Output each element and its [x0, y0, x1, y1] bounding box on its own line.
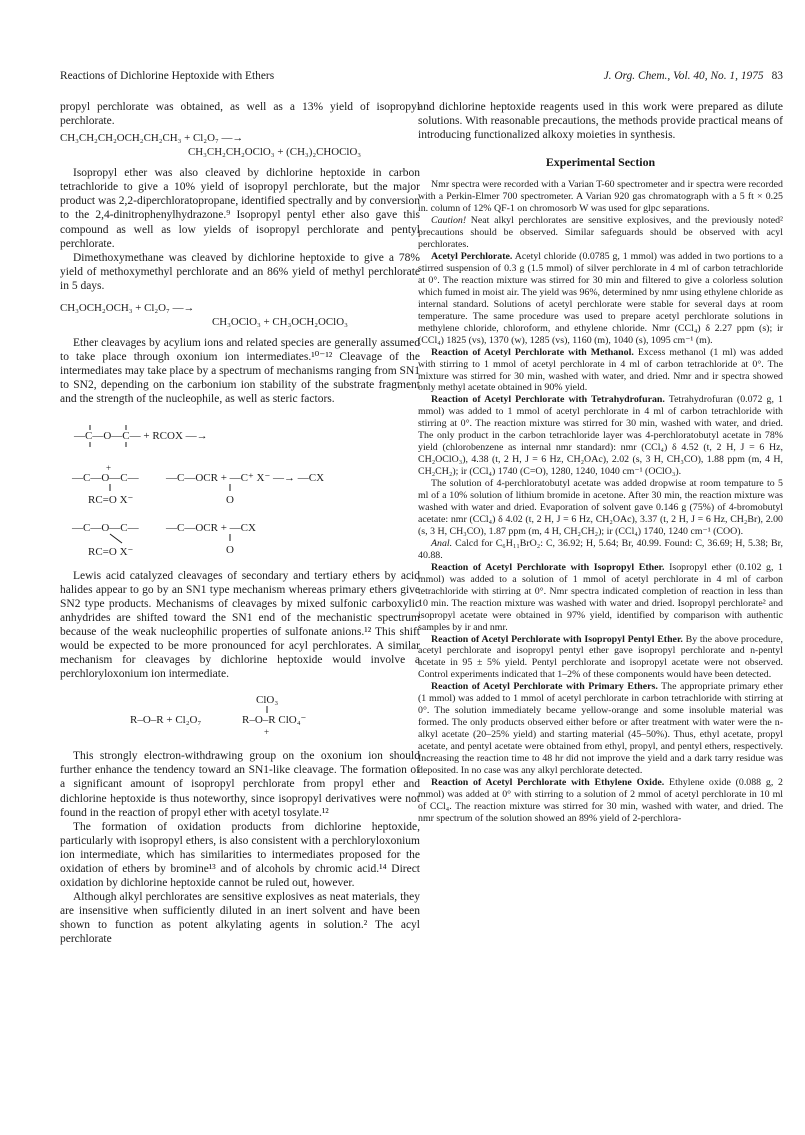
scheme-row1: —C—O—C— + RCOX —→ [74, 429, 208, 442]
journal-citation: J. Org. Chem., Vol. 40, No. 1, 1975 [603, 70, 764, 82]
paragraph-text: Excess methanol (1 ml) was added with stirring to 1 mmol of acetyl perchlorate in 4 ml of carbon tetrachloride at 0°. The mixture was stirred for 30 min, washed with water, and dried. Nmr and ir spectra showed only methyl acetate obtained in 90% yield. [418, 346, 784, 394]
run-in-heading: Reaction of Acetyl Perchlorate with Ethylene Oxide. [431, 776, 665, 788]
left-column [60, 100, 420, 947]
paragraph-text: Ethylene oxide (0.088 g, 2 mmol) was added at 0° with stirring to a solution of 2 mmol of acetyl perchlorate in 10 ml of CCl₄. The reaction mixture was stirred for 30 min, washed with water, and dried. The nmr spectrum of the solution showed an 89% yield of 2-perchlora- [418, 776, 783, 824]
anal-label: Anal. [431, 537, 453, 549]
scheme-row3-products: —C—OCR + —CX [166, 521, 256, 534]
paragraph-oxidation-products: The formation of oxidation products from dichlorine heptoxide, particularly with isopropyl ethers, is also consistent with a perchloryloxonium ion intermediate, which has similarities to intermediates proposed for the oxidation of ethers by bromine¹³ and of alcohols by chromic acid.¹⁴ Direct oxidation by dichlorine heptoxide cannot be ruled out, however. [60, 820, 420, 890]
paragraph-acylium-cleavage: Ether cleavages by acylium ions and related species are generally assumed to take place through oxonium ion intermediates.¹⁰⁻¹² Cleavage of the intermediates may take place by a spectrum of mechanisms ranging from SN1 to SN2, depending on the carbonium ion stability of the substrate fragment and the strength of the nucleophile, as well as steric factors. [60, 337, 420, 406]
paragraph-instruments: Nmr spectra were recorded with a Varian T-60 spectrometer and ir spectra were recorded with a Perkin-Elmer 700 spectrometer. A Varian 920 gas chromatograph with a 5 ft × 0.25 in. column of 12% QF-1 on chromosorb W was used for glpc separations. [418, 179, 783, 215]
run-in-heading: Reaction of Acetyl Perchlorate with Isopropyl Pentyl Ether. [431, 633, 683, 645]
run-in-heading: Acetyl Perchlorate. [431, 251, 513, 262]
scheme-row3-left: —C—O—C— [72, 521, 139, 534]
paragraph-lewis-acid: Lewis acid catalyzed cleavages of secondary and tertiary ethers by acid halides appear to go by an SN1 type mechanism whereas primary ethers give SN2 type products. Mechanisms of cleavages by mixed sulfonic carboxylic anhydrides are shifted toward the SN1 end of the mechanistic spectrum because of the weak nucleophilic properties of sulfonate anions.¹² This shift would be expected to be more pronounced for acyl perchlorates. A similar mechanism for cleavages by dichlorine heptoxide would involve a perchloryloxonium ion intermediate. [60, 569, 420, 681]
perchloryl-group: ClO₃ [256, 694, 279, 707]
oxonium-charge: + [264, 727, 270, 738]
paragraph-primary-ethers [418, 681, 783, 777]
paragraph-text: The appropriate primary ether (1 mmol) was added to 1 mmol of acetyl perchlorate in carbon tetrachloride with stirring at 0°. The solution immediately became yellow-orange and some insoluble material was formed. The only products observed either before or after treatment with water were the n-alkyl acetate (20–25% yield) and starting material (45–50%). Thus, ethyl acetate, propyl acetate, and pentyl acetate were obtained from ethyl, propyl, and pentyl ethers, respectively. Increasing the reaction time to 48 hr did not improve the yield and a dark tarry residue was deposited. In no case was any alkyl perchlorate detected. [418, 681, 783, 776]
oxonium-charge: + [106, 462, 112, 473]
scheme-row2-left: —C—O—C— [72, 471, 139, 484]
paragraph-analysis [418, 538, 783, 562]
right-column [418, 100, 783, 825]
caution-label: Caution! [431, 215, 467, 227]
run-in-heading: Reaction of Acetyl Perchlorate with Primary Ethers. [431, 681, 658, 693]
equation-line: CH₃OCH₂OCH₃ + Cl₂O₇ —→ [60, 302, 195, 315]
run-in-heading: Reaction of Acetyl Perchlorate with Isopropyl Ether. [431, 561, 665, 573]
run-in-heading: Reaction of Acetyl Perchlorate with Tetrahydrofuran. [431, 394, 665, 406]
paragraph-isopropyl-pentyl-ether [418, 634, 783, 682]
caution-text: Neat alkyl perchlorates are sensitive explosives, and the previously noted² precautions should be observed. Similar safeguards should be observed with acyl perchlorates. [418, 215, 783, 251]
scheme-row2-acyl: RC=O X⁻ [88, 493, 134, 506]
run-in-heading: Reaction of Acetyl Perchlorate with Methanol. [431, 346, 634, 358]
paragraph-ethylene-oxide [418, 777, 783, 825]
paragraph-text: By the above procedure, acetyl perchlorate and isopropyl pentyl ether gave isopropyl perchlorate and n-pentyl acetate in 95 ± 5% yield. Pentyl perchlorate and isopropyl acetate were not observed. Control experiments indicated that 1–2% of these components would have been detected. [418, 633, 783, 681]
carbonyl-oxygen: O [226, 543, 234, 556]
mechanism-scheme [70, 415, 410, 563]
page-number: 83 [771, 70, 783, 82]
paragraph-isopropyl-ether: Isopropyl ether was also cleaved by dichlorine heptoxide in carbon tetrachloride to give a 10% yield of isopropyl perchlorate, but the major product was 2,2-diperchloratopropane, identified spectrally and by conversion to the 2,4-dinitrophenylhydrazone.⁹ Isopropyl pentyl ether also gave this compound as well as low yields of isopropyl perchlorate and pentyl perchlorate. [60, 167, 420, 250]
equation-line: CH₃OClO₃ + CH₃OCH₂OClO₃ [212, 315, 348, 328]
oxonium-reactants: R–O–R + Cl₂O₇ [130, 714, 202, 727]
scheme-row3-acyl: RC=O X⁻ [88, 545, 134, 558]
running-head [60, 70, 783, 86]
paragraph-text: Tetrahydrofuran (0.072 g, 1 mmol) was added to 1 mmol of acetyl perchlorate in 4 ml of carbon tetrachloride with stirring at 0°. The reaction mixture was stirred for 30 min, washed with water, and dried. The only product in the carbon tetrachloride layer was 4-perchloratobutyl acetate in 78% yield (chlorobenzene as internal nmr standard): nmr (CCl₄) δ 4.52 (t, 2 H, J = 6 Hz, CH₂OClO₃), 4.38 (t, 2 H, J = 6 Hz, CH₂OAc), 2.02 (s, 3 H, CH₃CO), 1.88 ppm (m, 4 H, CH₂CH₂); ir (CCl₄) 1740 (C=O), 1280, 1240, 1040 cm⁻¹ (OClO₃). [418, 394, 783, 478]
equation-propyl-ether-cleavage [60, 132, 420, 159]
running-head-title: Reactions of Dichlorine Heptoxide with Ethers [60, 70, 275, 82]
equation-dimethoxymethane-cleavage [60, 302, 420, 329]
paragraph-dimethoxymethane: Dimethoxymethane was cleaved by dichlorine heptoxide to give a 78% yield of methoxymethyl perchlorate and an 86% yield of methyl perchlorate in 5 days. [60, 251, 420, 292]
paragraph-alkyl-perchlorates: Although alkyl perchlorates are sensitive explosives as neat materials, they are insensitive when sufficiently diluted in an inert solvent and have been shown to function as potent alkylating agents in solution.² The acyl perchlorate [60, 891, 420, 946]
equation-perchloryloxonium [60, 691, 400, 741]
paragraph-tetrahydrofuran [418, 394, 783, 478]
paragraph-text: Acetyl chloride (0.0785 g, 1 mmol) was added in two portions to a stirred suspension of 0.3 g (1.5 mmol) of silver perchlorate in 4 ml of carbon tetrachloride at 0°. The reaction mixture was stirred for 30 min and filtered to give a colorless solution which fumed in moist air. The yield was 96%, determined by nmr using ethylene chloride as internal standard. Solutions of acetyl perchlorate were stable for several days at room temperature. The same procedure was used to prepare acetyl perchlorate solutions in methylene chloride, chloroform, and ethylene chloride. Nmr (CCl₄) δ 2.27 ppm (s); ir (CCl₄) 1825 (vs), 1370 (w), 1285 (vs), 1160 (m), 1040 (s), 1095 cm⁻¹ (m). [418, 251, 783, 346]
paragraph-propyl-perchlorate: propyl perchlorate was obtained, as well as a 13% yield of isopropyl perchlorate. [60, 101, 420, 128]
equation-line: CH₃CH₂CH₂OClO₃ + (CH₃)₂CHOClO₃ [188, 145, 362, 158]
paragraph-dilute-solutions: and dichlorine heptoxide reagents used in this work were prepared as dilute solutions. With reasonable precautions, the methods provide practical means of introducing functionalized alkoxy moieties in synthesis. [418, 101, 783, 142]
paragraph-caution [418, 215, 783, 251]
section-title-experimental: Experimental Section [545, 155, 656, 170]
paragraph-text: Calcd for C₆H₁₁BrO₂: C, 36.92; H, 5.64; Br, 40.99. Found: C, 36.69; H, 5.38; Br, 40.88. [418, 537, 783, 561]
paragraph-methanol [418, 347, 783, 395]
scheme-row2-products: —C—OCR + —C⁺ X⁻ —→ —CX [166, 471, 325, 484]
paragraph-isopropyl-ether [418, 562, 783, 634]
oxonium-product: R–O–R ClO₄⁻ [242, 714, 307, 727]
paragraph-lithium-bromide: The solution of 4-perchloratobutyl acetate was added dropwise at room tempature to 5 ml of a 10% solution of lithium bromide in acetone. After 30 min, the reaction mixture was washed with water and dried. Evaporation of solvent gave 0.146 g (75%) of 4-bromobutyl acetate: nmr (CCl₄) δ 4.02 (t, 2 H, J = 6 Hz, CH₂OAc), 3.37 (t, 2 H, J = 6 Hz, CH₂Br), 2.00 (s, 3 H, CH₃CO), 1.87 ppm (m, 4 H, CH₂CH₂); ir (CCl₄) 1740, 1240 cm⁻¹ (COO). [418, 478, 783, 537]
paragraph-text: Isopropyl ether (0.102 g, 1 mmol) was added to a solution of 1 mmol of acetyl perchlorate in 4 ml of carbon tetrachloride with stirring at 0°. Nmr spectra indicated completion of reaction in less than 10 min. The reaction mixture was washed with water and dried. Isopropyl perchlorate² and isopropyl acetate were obtained in 97% yield, identified by comparison with authentic samples by ir and nmr. [418, 561, 783, 633]
carbonyl-oxygen: O [226, 493, 234, 506]
paragraph-electron-withdrawing: This strongly electron-withdrawing group on the oxonium ion should further enhance the tendency toward an SN1-like cleavage. The formation of a significant amount of isopropyl perchlorate from propyl ether and dichlorine heptoxide is thus noteworthy, since isopropyl derivatives were not found in the reaction of propyl ether with acetyl tosylate.¹² [60, 750, 420, 819]
running-head-citation [604, 70, 783, 82]
paragraph-acetyl-perchlorate [418, 251, 783, 347]
equation-line: CH₃CH₂CH₂OCH₂CH₂CH₃ + Cl₂O₇ —→ [60, 132, 244, 145]
